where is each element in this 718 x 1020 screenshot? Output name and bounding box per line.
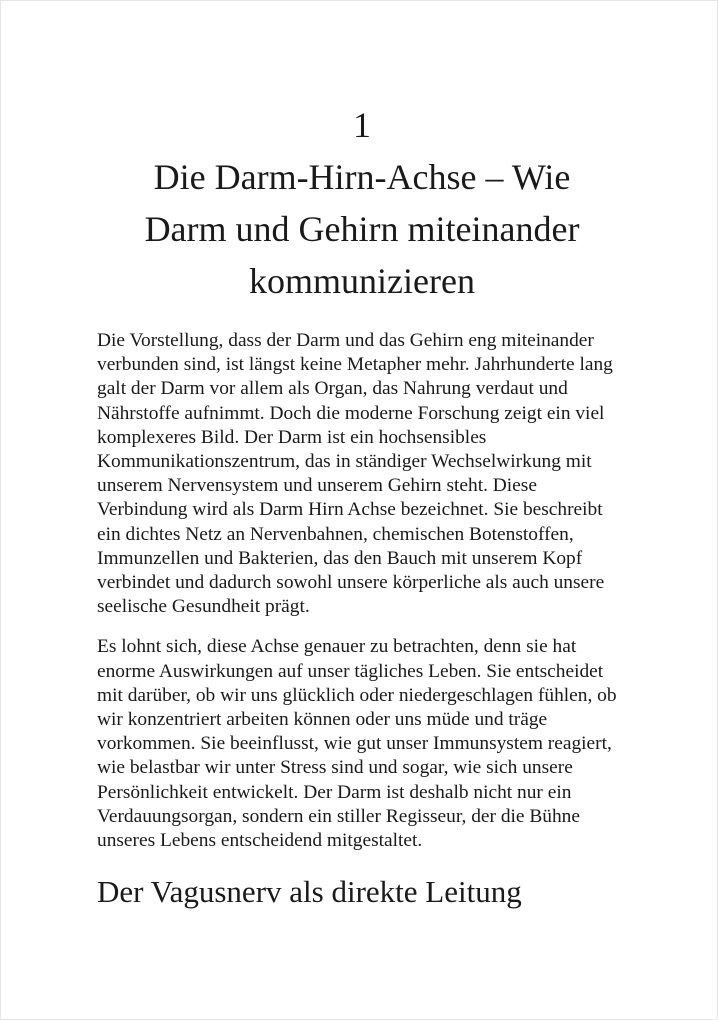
chapter-title: Die Darm-Hirn-Achse – Wie Darm und Gehirn miteinander kommunizieren — [144, 157, 580, 301]
chapter-number: 1 — [353, 105, 371, 145]
page-content — [97, 99, 627, 912]
paragraph-impact: Es lohnt sich, diese Achse genauer zu betrachten, denn sie hat enorme Auswirkungen auf unser tägliches Leben. Sie entscheidet mit darüber, ob wir uns glücklich oder niedergeschlagen fühlen, ob wir konzentriert arbeiten können oder uns müde und träge vorkommen. Sie beeinflusst, wie gut unser Immunsystem reagiert, wie belastbar wir unter Stress sind und sogar, wie sich unsere Persönlichkeit entwickelt. Der Darm ist deshalb nicht nur ein Verdauungsorgan, sondern ein stiller Regisseur, der die Bühne unseres Lebens entscheidend mitgestaltet. — [97, 636, 617, 852]
section-heading: Der Vagusnerv als direkte Leitung — [97, 874, 522, 910]
paragraph-intro: Die Vorstellung, dass der Darm und das Gehirn eng miteinander verbunden sind, ist längst keine Metapher mehr. Jahrhunderte lang galt der Darm vor allem als Organ, das Nahrung verdaut und Nährstoffe aufnimmt. Doch die moderne Forschung zeigt ein viel komplexeres Bild. Der Darm ist ein hochsensibles Kommunikationszentrum, das in ständiger Wechselwirkung mit unserem Nervensystem und unserem Gehirn steht. Diese Verbindung wird als Darm Hirn Achse bezeichnet. Sie beschreibt ein dichtes Netz an Nervenbahnen, chemischen Botenstoffen, Immunzellen und Bakterien, das den Bauch mit unserem Kopf verbindet und dadurch sowohl unsere körperliche als auch unsere seelische Gesundheit prägt. — [97, 330, 613, 618]
